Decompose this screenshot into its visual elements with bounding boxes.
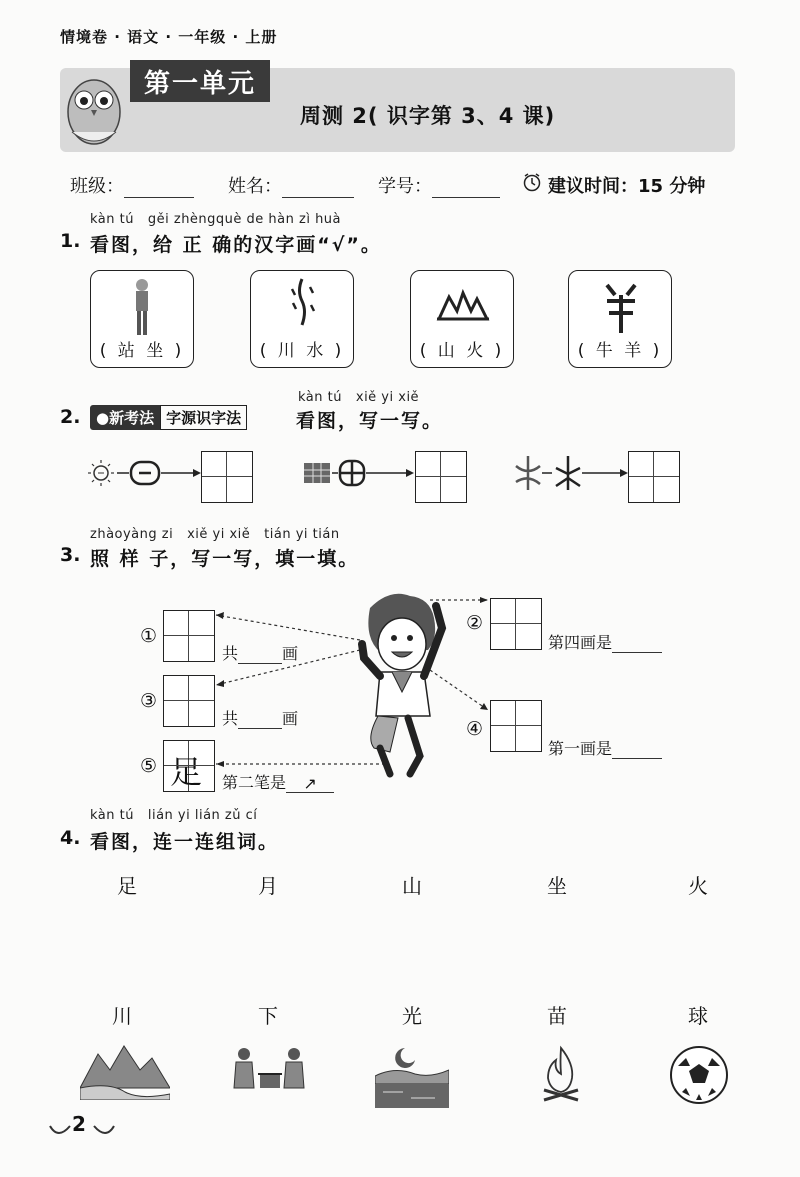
- q2-pinyin: kàn tú xiě yi xiě: [298, 390, 420, 405]
- page-title: 周测 2( 识字第 3、4 课): [300, 104, 556, 128]
- moonlight-lake-image: [375, 1040, 449, 1110]
- q1-number: 1.: [60, 230, 81, 252]
- football-image: [668, 1044, 730, 1106]
- new-method-tag: ●新考法: [90, 405, 160, 430]
- bottom-char-3[interactable]: 光: [402, 1004, 422, 1028]
- second-stroke-answer: 第二笔是 ↗: [222, 770, 334, 793]
- page-number: 2: [72, 1112, 86, 1136]
- fourth-stroke-field[interactable]: 第四画是: [548, 630, 662, 653]
- bottom-char-4[interactable]: 苗: [547, 1004, 567, 1028]
- people-sitting-image: [230, 1040, 310, 1100]
- writing-grid-5: [163, 740, 215, 792]
- q2-number: 2.: [60, 406, 81, 428]
- q1-pinyin: kàn tú gěi zhèngquè de hàn zì huà: [90, 212, 342, 227]
- q3-text: 照 样 子，写一写，填一填。: [90, 548, 360, 570]
- q4-text: 看图，连一连组词。: [90, 831, 280, 853]
- q3-pinyin: zhàoyàng zi xiě yi xiě tián yi tián: [90, 527, 340, 542]
- class-label: 班级：: [70, 176, 124, 197]
- item-number-2: ②: [466, 612, 484, 634]
- id-label: 学号：: [378, 176, 432, 197]
- stroke-count-3[interactable]: 共 画: [222, 709, 299, 728]
- writing-grid-3[interactable]: [163, 675, 215, 727]
- writing-grid-4[interactable]: [490, 700, 542, 752]
- top-char-5[interactable]: 火: [688, 874, 708, 898]
- bottom-char-1[interactable]: 川: [112, 1004, 132, 1028]
- item-number-4: ④: [466, 718, 484, 740]
- top-char-3[interactable]: 山: [402, 874, 422, 898]
- bottom-char-5[interactable]: 球: [688, 1004, 708, 1028]
- series-header: 情境卷 · 语文 · 一年级 · 上册: [60, 28, 278, 46]
- fire-image: [536, 1044, 586, 1104]
- jumping-boy-illustration: [350, 588, 460, 784]
- q1-option-1: ( 站 坐 ): [99, 341, 185, 361]
- q2-text: 看图，写一写。: [296, 410, 444, 432]
- name-label: 姓名：: [228, 176, 282, 197]
- suggested-time: 建议时间：15 分钟: [548, 176, 706, 197]
- unit-tab: 第一单元: [130, 60, 270, 102]
- method-tag: 字源识字法: [160, 405, 247, 430]
- stroke-count-1[interactable]: 共 画: [222, 644, 299, 663]
- q4-pinyin: kàn tú lián yi lián zǔ cí: [90, 808, 258, 823]
- q1-option-2: ( 川 水 ): [259, 341, 345, 361]
- item-number-3: ③: [140, 690, 158, 712]
- writing-grid-1[interactable]: [163, 610, 215, 662]
- first-stroke-field[interactable]: 第一画是: [548, 736, 662, 759]
- top-char-1[interactable]: 足: [117, 874, 137, 898]
- q1-option-4: ( 牛 羊 ): [577, 341, 663, 361]
- item-number-5: ⑤: [140, 755, 158, 777]
- q1-option-3: ( 山 火 ): [419, 341, 505, 361]
- top-char-4[interactable]: 坐: [547, 874, 567, 898]
- q3-number: 3.: [60, 544, 81, 566]
- q4-number: 4.: [60, 827, 81, 849]
- writing-grid-2[interactable]: [490, 598, 542, 650]
- example-char: 足: [170, 753, 203, 791]
- bottom-char-2[interactable]: 下: [258, 1004, 278, 1028]
- top-char-2[interactable]: 月: [258, 874, 278, 898]
- q1-text: 看图，给 正 确的汉字画“√”。: [90, 234, 382, 256]
- item-number-1: ①: [140, 625, 158, 647]
- mountains-river-image: [80, 1040, 170, 1100]
